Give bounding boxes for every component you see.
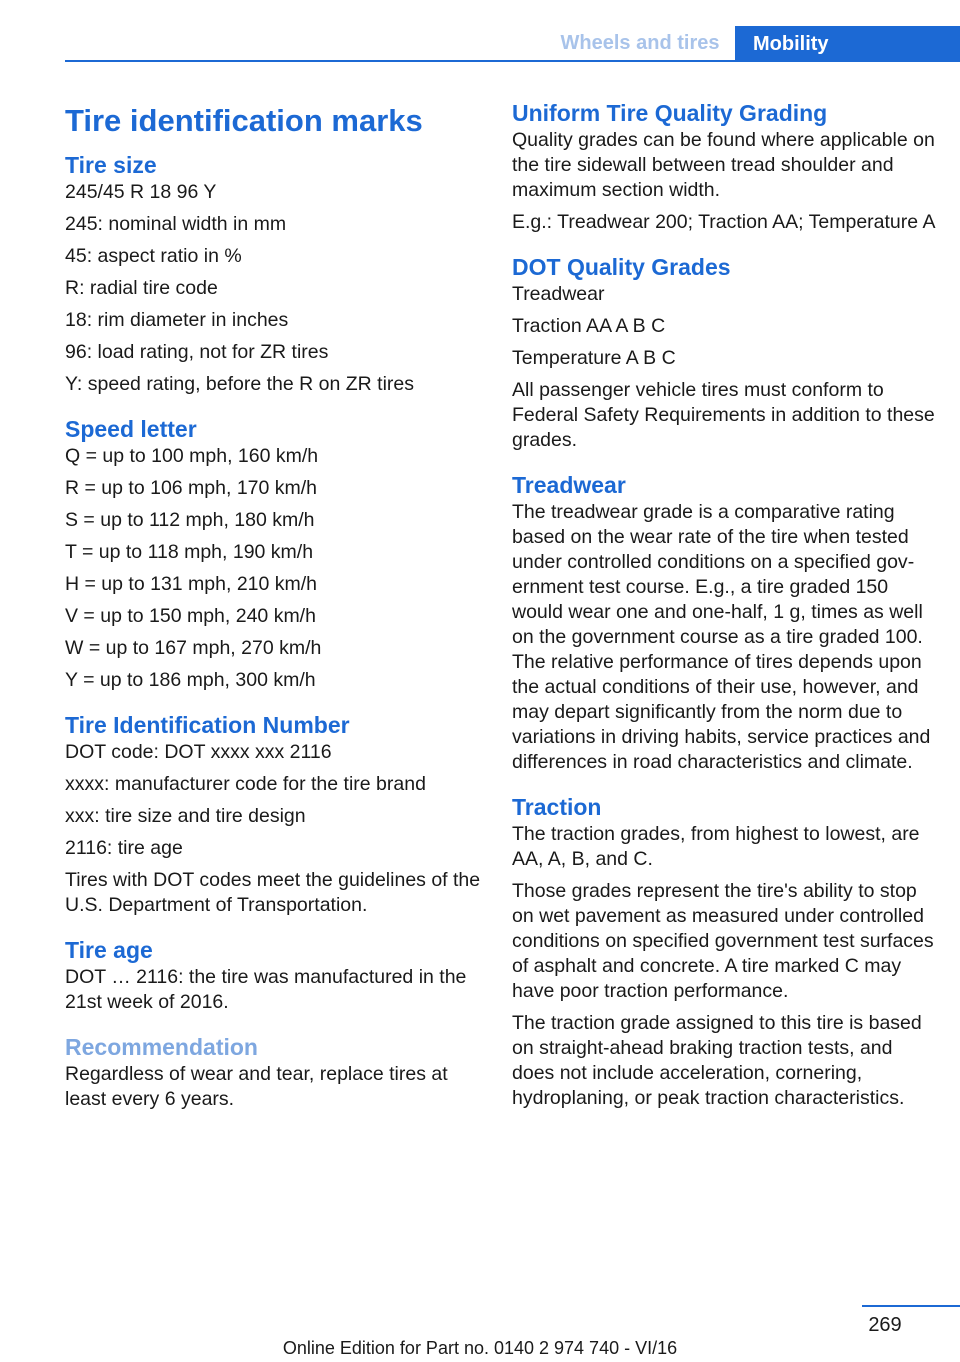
- heading-recommendation: Recommendation: [65, 1034, 258, 1060]
- paragraph: Y: speed rating, before the R on ZR tires: [65, 373, 415, 395]
- heading-speed-letter: Speed letter: [65, 416, 197, 442]
- paragraph: 2116: tire age: [65, 837, 183, 859]
- paragraph: Quality grades can be found where applicable on the tire sidewall between tread shoulder and maximum section width.: [512, 129, 935, 201]
- paragraph: Q = up to 100 mph, 160 km/h: [65, 445, 319, 467]
- paragraph: R = up to 106 mph, 170 km/h: [65, 477, 318, 499]
- paragraph: All passenger vehicle tires must conform to Federal Safety Requirements in addition to these grades.: [512, 379, 935, 451]
- paragraph: Treadwear: [512, 283, 605, 305]
- paragraph: Y = up to 186 mph, 300 km/h: [65, 669, 316, 691]
- section-traction: [512, 792, 937, 1111]
- paragraph: DOT code: DOT xxxx xxx 2116: [65, 741, 332, 763]
- heading-uniform-tire-quality-grading: Uniform Tire Quality Grading: [512, 100, 828, 126]
- paragraph: Tires with DOT codes meet the guidelines of the U.S. Department of Transportation.: [65, 869, 481, 916]
- heading-dot-quality-grades: DOT Quality Grades: [512, 254, 731, 280]
- section-tire-identification-number: [65, 710, 485, 918]
- paragraph: Those grades represent the tire's ability to stop on wet pavement as measured under controlled conditions on specified government test surfaces of asphalt and concrete. A tire marked C may have poor traction performance.: [512, 880, 934, 1002]
- paragraph: Temperature A B C: [512, 347, 676, 369]
- paragraph: xxxx: manufacturer code for the tire brand: [65, 773, 426, 795]
- paragraph: Traction AA A B C: [512, 315, 666, 337]
- paragraph: 96: load rating, not for ZR tires: [65, 341, 329, 363]
- paragraph: The treadwear grade is a comparative rating based on the wear rate of the tire when tested under controlled conditions on a specified government test course. E.g., a tire graded 150 would wear one and one-half, 1 g, times as well on the government course as a tire graded 100. The relative performance of tires depends upon the actual conditions of their use, however, and may depart significantly from the norm due to variations in driving habits, service practices and differences in road characteristics and climate.: [512, 501, 931, 773]
- section-tire-size: [65, 150, 485, 397]
- paragraph: 245/45 R 18 96 Y: [65, 181, 217, 203]
- section-speed-letter: [65, 414, 485, 693]
- heading-traction: Traction: [512, 794, 602, 820]
- tab-mobility[interactable]: Mobility: [735, 26, 960, 62]
- paragraph: xxx: tire size and tire design: [65, 805, 306, 827]
- paragraph: Regardless of wear and tear, replace tires at least every 6 years.: [65, 1063, 448, 1110]
- paragraph: W = up to 167 mph, 270 km/h: [65, 637, 322, 659]
- paragraph: DOT … 2116: the tire was manufactured in the 21st week of 2016.: [65, 966, 467, 1013]
- footer-divider: [862, 1305, 960, 1307]
- tab-wheels-and-tires[interactable]: Wheels and tires: [560, 32, 720, 54]
- paragraph: H = up to 131 mph, 210 km/h: [65, 573, 318, 595]
- heading-tire-size: Tire size: [65, 152, 157, 178]
- page-number: 269: [868, 1314, 902, 1336]
- section-dot-quality-grades: [512, 252, 937, 453]
- paragraph: The traction grades, from highest to lowest, are AA, A, B, and C.: [512, 823, 920, 870]
- paragraph: The traction grade assigned to this tire is based on straight-ahead braking traction tests, and does not include acceleration, cornering, hydroplaning, or peak traction characteristics.: [512, 1012, 922, 1109]
- right-column: [512, 98, 937, 1128]
- paragraph: 45: aspect ratio in %: [65, 245, 242, 267]
- page-title: Tire identification marks: [65, 103, 423, 138]
- header-divider: [65, 60, 960, 62]
- paragraph: V = up to 150 mph, 240 km/h: [65, 605, 316, 627]
- heading-treadwear: Treadwear: [512, 472, 626, 498]
- paragraph: E.g.: Treadwear 200; Traction AA; Temperature A: [512, 211, 936, 233]
- section-recommendation: [65, 1032, 485, 1112]
- left-column: [65, 98, 485, 1129]
- heading-tire-age: Tire age: [65, 937, 153, 963]
- section-uniform-tire-quality-grading: [512, 98, 937, 235]
- edition-footer: Online Edition for Part no. 0140 2 974 740 - VI/16: [282, 1338, 678, 1358]
- paragraph: 18: rim diameter in inches: [65, 309, 289, 331]
- heading-tire-identification-number: Tire Identification Number: [65, 712, 350, 738]
- paragraph: S = up to 112 mph, 180 km/h: [65, 509, 315, 531]
- paragraph: T = up to 118 mph, 190 km/h: [65, 541, 314, 563]
- paragraph: R: radial tire code: [65, 277, 218, 299]
- section-tire-age: [65, 935, 485, 1015]
- section-treadwear: [512, 470, 937, 775]
- paragraph: 245: nominal width in mm: [65, 213, 287, 235]
